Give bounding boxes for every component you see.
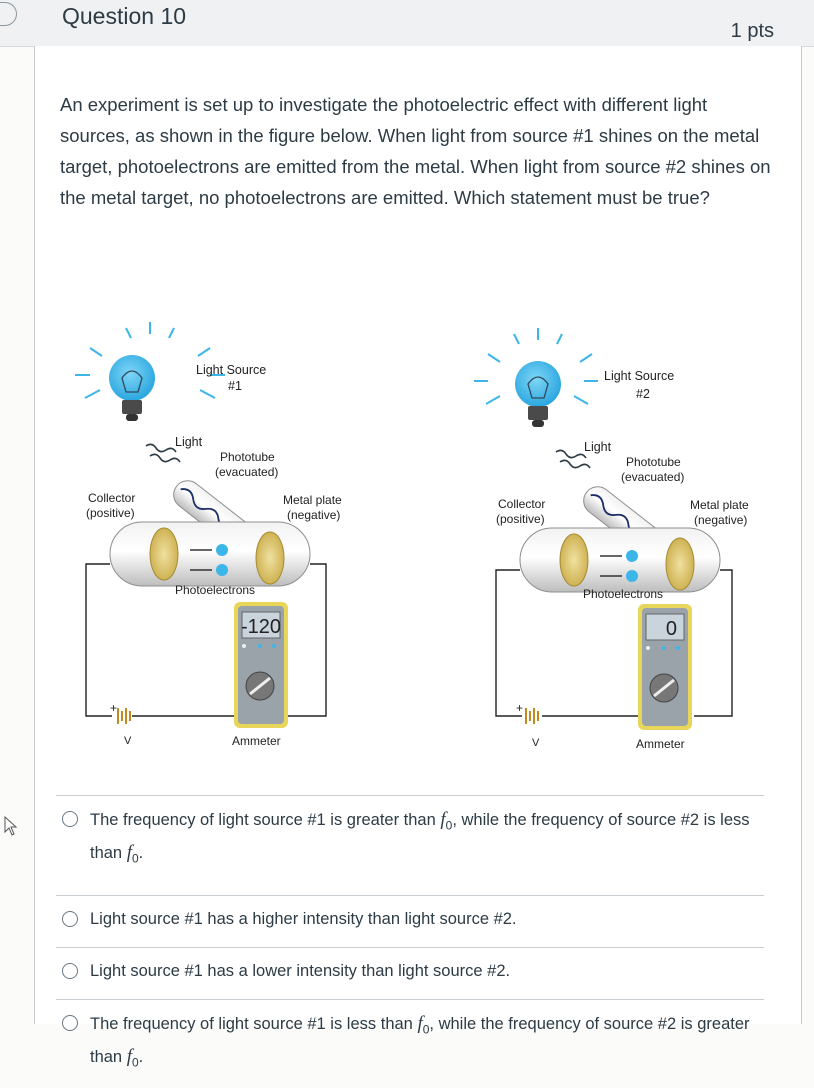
- radio-button-4[interactable]: [62, 1015, 78, 1031]
- mouse-cursor-icon: [4, 816, 18, 836]
- light-bulb-2-icon: [515, 361, 561, 407]
- right-apparatus: [474, 328, 749, 751]
- svg-text:Photoelectrons: Photoelectrons: [175, 583, 256, 597]
- question-title: Question 10: [62, 3, 187, 29]
- svg-text:(evacuated): (evacuated): [215, 465, 279, 479]
- svg-text:(positive): (positive): [86, 506, 135, 520]
- svg-text:Light Source: Light Source: [196, 363, 267, 377]
- svg-text:Light Source: Light Source: [604, 369, 675, 383]
- left-apparatus: [75, 322, 342, 748]
- question-text: An experiment is set up to investigate the photoelectric effect with different light sources, as shown in the figure below. When light from source #1 shines on the metal target, photoelectrons are emitted from the metal. When light from source #2 shines on the metal target, no photoelectrons are emitted. Which statement must be true?: [60, 94, 771, 208]
- svg-text:#2: #2: [636, 387, 650, 401]
- svg-text:Collector: Collector: [498, 497, 546, 511]
- question-points: 1 pts: [730, 20, 774, 42]
- svg-text:+: +: [110, 701, 118, 715]
- svg-text:Collector: Collector: [88, 491, 136, 505]
- svg-text:V: V: [532, 737, 540, 749]
- answer-option-1[interactable]: The frequency of light source #1 is greater than $f_0$, while the frequency of source #2 is less than $f_0$.: [56, 795, 764, 885]
- question-header-bar: [0, 0, 814, 47]
- svg-text:+: +: [516, 701, 524, 715]
- radio-button-2[interactable]: [62, 911, 78, 927]
- light-bulb-1-icon: [109, 355, 155, 401]
- ammeter-1-reading: -120: [240, 616, 282, 638]
- svg-text:Ammeter: Ammeter: [232, 734, 281, 748]
- answer-list: [56, 795, 764, 1088]
- svg-text:#1: #1: [228, 379, 242, 393]
- question-arrow-icon: [0, 2, 17, 26]
- svg-text:V: V: [124, 735, 132, 747]
- svg-text:(evacuated): (evacuated): [621, 470, 685, 484]
- svg-text:Metal plate: Metal plate: [690, 498, 749, 512]
- svg-text:Light: Light: [175, 435, 203, 449]
- answer-option-2[interactable]: Light source #1 has a higher intensity than light source #2.: [56, 895, 764, 945]
- answer-option-4[interactable]: The frequency of light source #1 is less than $f_0$, while the frequency of source #2 is greater than $f_0$.: [56, 999, 764, 1088]
- ammeter-2-reading: 0: [665, 618, 677, 640]
- svg-text:Phototube: Phototube: [626, 455, 681, 469]
- svg-text:Ammeter: Ammeter: [636, 737, 685, 751]
- svg-text:Metal plate: Metal plate: [283, 493, 342, 507]
- svg-text:Photoelectrons: Photoelectrons: [583, 587, 664, 601]
- svg-text:(negative): (negative): [287, 508, 341, 522]
- svg-text:Light: Light: [584, 440, 612, 454]
- radio-button-3[interactable]: [62, 963, 78, 979]
- answer-option-3[interactable]: Light source #1 has a lower intensity than light source #2.: [56, 947, 764, 997]
- photoelectric-figure: [70, 320, 770, 760]
- svg-text:Phototube: Phototube: [220, 450, 275, 464]
- radio-button-1[interactable]: [62, 811, 78, 827]
- svg-text:(positive): (positive): [496, 512, 545, 526]
- svg-text:(negative): (negative): [694, 513, 748, 527]
